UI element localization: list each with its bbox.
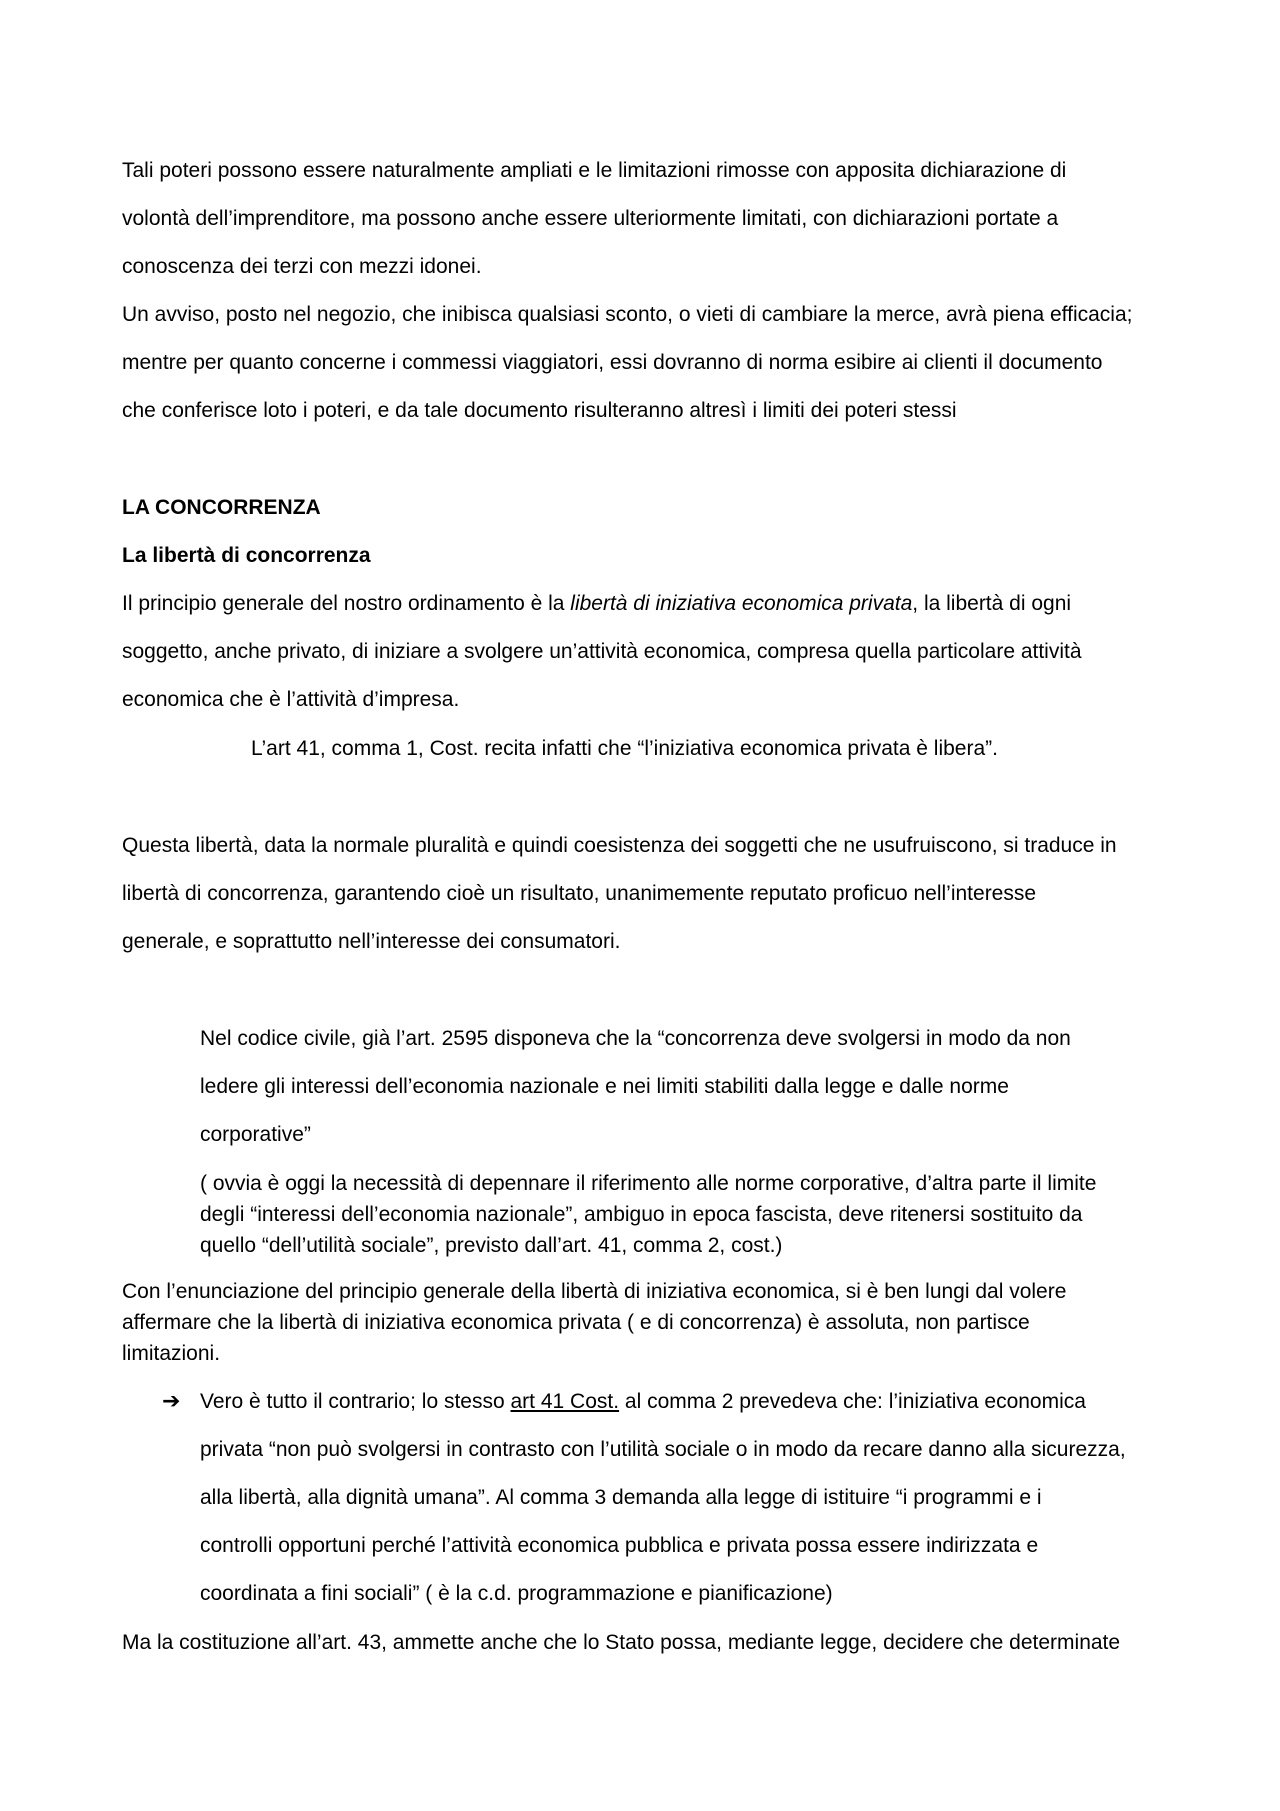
text-line: Questa libertà, data la normale pluralità e quindi coesistenza dei soggetti che ne usufruiscono, si traduce in [122, 834, 1117, 857]
bullet-line: coordinata a fini sociali” ( è la c.d. programmazione e pianificazione) [200, 1582, 833, 1605]
indented-line: corporative” [200, 1123, 311, 1146]
text-line: conoscenza dei terzi con mezzi idonei. [122, 255, 482, 278]
bullet-line: alla libertà, alla dignità umana”. Al comma 3 demanda alla legge di istituire “i programmi e i [200, 1486, 1042, 1509]
text-line: soggetto, anche privato, di iniziare a svolgere un’attività economica, compresa quella particolare attività [122, 640, 1082, 663]
text-line: Con l’enunciazione del principio generale della libertà di iniziativa economica, si è ben lungi dal volere [122, 1280, 1067, 1303]
text-line: affermare che la libertà di iniziativa economica privata ( e di concorrenza) è assoluta, non partisce [122, 1311, 1030, 1334]
text-line: limitazioni. [122, 1342, 221, 1365]
bullet-line: controlli opportuni perché l’attività economica pubblica e privata possa essere indirizzata e [200, 1534, 1039, 1557]
indented-line: Nel codice civile, già l’art. 2595 disponeva che la “concorrenza deve svolgersi in modo da non [200, 1027, 1071, 1050]
text-line: Ma la costituzione all’art. 43, ammette anche che lo Stato possa, mediante legge, decidere che determinate [122, 1631, 1121, 1654]
article-reference-link[interactable]: art 41 Cost. [510, 1390, 620, 1413]
arrow-bullet-icon: ➔ [162, 1388, 181, 1413]
indented-line: quello “dell’utilità sociale”, previsto dall’art. 41, comma 2, cost.) [200, 1234, 783, 1257]
text-line: Un avviso, posto nel negozio, che inibisca qualsiasi sconto, o vieti di cambiare la merce, avrà piena efficacia; [122, 303, 1133, 326]
bullet-line: privata “non può svolgersi in contrasto con l’utilità sociale o in modo da recare danno alla sicurezza, [200, 1438, 1126, 1461]
text-segment: , la libertà di ogni [912, 592, 1072, 615]
text-line: che conferisce loto i poteri, e da tale documento risulteranno altresì i limiti dei poteri stessi [122, 399, 957, 422]
text-line: economica che è l’attività d’impresa. [122, 688, 460, 711]
bullet-line [200, 1391, 1086, 1412]
italic-phrase: libertà di iniziativa economica privata [570, 592, 913, 615]
indented-line: degli “interessi dell’economia nazionale”, ambiguo in epoca fascista, deve ritenersi sostituito da [200, 1203, 1083, 1226]
text-line: mentre per quanto concerne i commessi viaggiatori, essi dovranno di norma esibire ai clienti il documento [122, 351, 1103, 374]
text-segment: Il principio generale del nostro ordinamento è la [122, 592, 571, 615]
text-line: volontà dell’imprenditore, ma possono anche essere ulteriormente limitati, con dichiarazioni portate a [122, 207, 1059, 230]
text-line [122, 593, 1071, 614]
section-subheading: La libertà di concorrenza [122, 544, 371, 567]
indented-line: ledere gli interessi dell’economia nazionale e nei limiti stabiliti dalla legge e dalle norme [200, 1075, 1009, 1098]
text-segment: Vero è tutto il contrario; lo stesso [200, 1390, 511, 1413]
quote-line: L’art 41, comma 1, Cost. recita infatti che “l’iniziativa economica privata è libera”. [251, 737, 998, 760]
text-line: generale, e soprattutto nell’interesse dei consumatori. [122, 930, 621, 953]
text-line: libertà di concorrenza, garantendo cioè un risultato, unanimemente reputato proficuo nell’interesse [122, 882, 1037, 905]
text-segment: al comma 2 prevedeva che: l’iniziativa economica [619, 1390, 1086, 1413]
section-heading: LA CONCORRENZA [122, 496, 321, 519]
text-line: Tali poteri possono essere naturalmente ampliati e le limitazioni rimosse con apposita dichiarazione di [122, 159, 1067, 182]
indented-line: ( ovvia è oggi la necessità di depennare il riferimento alle norme corporative, d’altra parte il limite [200, 1172, 1097, 1195]
